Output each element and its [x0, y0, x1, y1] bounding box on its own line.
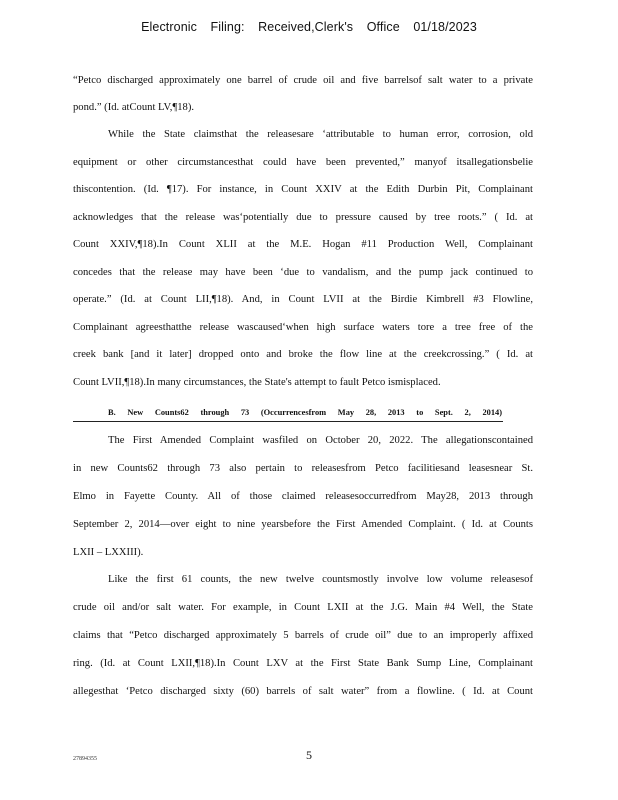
paragraph-line: allegesthat ‘Petco discharged sixty (60) barrels of salt water” from a flowline. ( Id. at Count [73, 686, 533, 697]
paragraph-line: LXII – LXXIII). [73, 547, 144, 558]
paragraph-line: operate.” (Id. at Count LII,¶18). And, in Count LVII at the Birdie Kimbrell #3 Flowline, [73, 294, 533, 305]
paragraph-line: ring. (Id. at Count LXII,¶18).In Count LXV at the First State Bank Sump Line, Complainant [73, 658, 533, 669]
paragraph-line: thiscontention. (Id. ¶17). For instance, in Count XXIV at the Edith Durbin Pit, Complainant [73, 184, 533, 195]
filing-header: Electronic Filing: Received,Clerk's Office 01/18/2023 [141, 20, 477, 34]
document-id: 27894355 [73, 756, 97, 762]
paragraph-line: concedes that the release may have been ‘due to vandalism, and the pump jack continued to [73, 266, 533, 278]
paragraph-line: Elmo in Fayette County. All of those claimed releasesoccurredfrom May28, 2013 through [73, 491, 533, 502]
paragraph-line: crude oil and/or salt water. For example, in Count LXII at the J.G. Main #4 Well, the State [73, 602, 533, 613]
paragraph-line: claims that “Petco discharged approximately 5 barrels of crude oil” due to an improperly affixed [73, 630, 533, 641]
paragraph-line: “Petco discharged approximately one barrel of crude oil and five barrelsof salt water to a private [73, 75, 533, 86]
paragraph-line: The First Amended Complaint wasfiled on October 20, 2022. The allegationscontained [108, 435, 533, 446]
paragraph-line: While the State claimsthat the releasesare ‘attributable to human error, corrosion, old [108, 129, 533, 140]
paragraph-line: acknowledges that the release was‘potentially due to pressure caused by tree roots.” ( Id. at [73, 211, 533, 223]
section-heading: B. New Counts62 through 73 (Occurrencesfrom May 28, 2013 to Sept. 2, 2014) [108, 408, 502, 417]
paragraph-line: in new Counts62 through 73 also pertain to releasesfrom Petco facilitiesand leasesnear St. [73, 463, 533, 474]
paragraph-line: September 2, 2014—over eight to nine yearsbefore the First Amended Complaint. ( Id. at Counts [73, 519, 533, 530]
section-underline [73, 421, 503, 422]
paragraph-line: creek bank [and it later] dropped onto and broke the flow line at the creekcrossing.” ( Id. at [73, 349, 533, 360]
paragraph-line: Count XXIV,¶18).In Count XLII at the M.E. Hogan #11 Production Well, Complainant [73, 239, 533, 250]
paragraph-line: equipment or other circumstancesthat could have been prevented,” manyof itsallegationsbelie [73, 156, 533, 168]
paragraph-line: Like the first 61 counts, the new twelve countsmostly involve low volume releasesof [108, 574, 533, 585]
page-number: 5 [306, 748, 312, 762]
paragraph-line: Count LVII,¶18).In many circumstances, the State's attempt to fault Petco ismisplaced. [73, 376, 441, 388]
paragraph-line: pond.” (Id. atCount LV,¶18). [73, 102, 195, 113]
paragraph-line: Complainant agreesthatthe release wascaused‘when high surface waters tore a tree free of the [73, 321, 533, 333]
